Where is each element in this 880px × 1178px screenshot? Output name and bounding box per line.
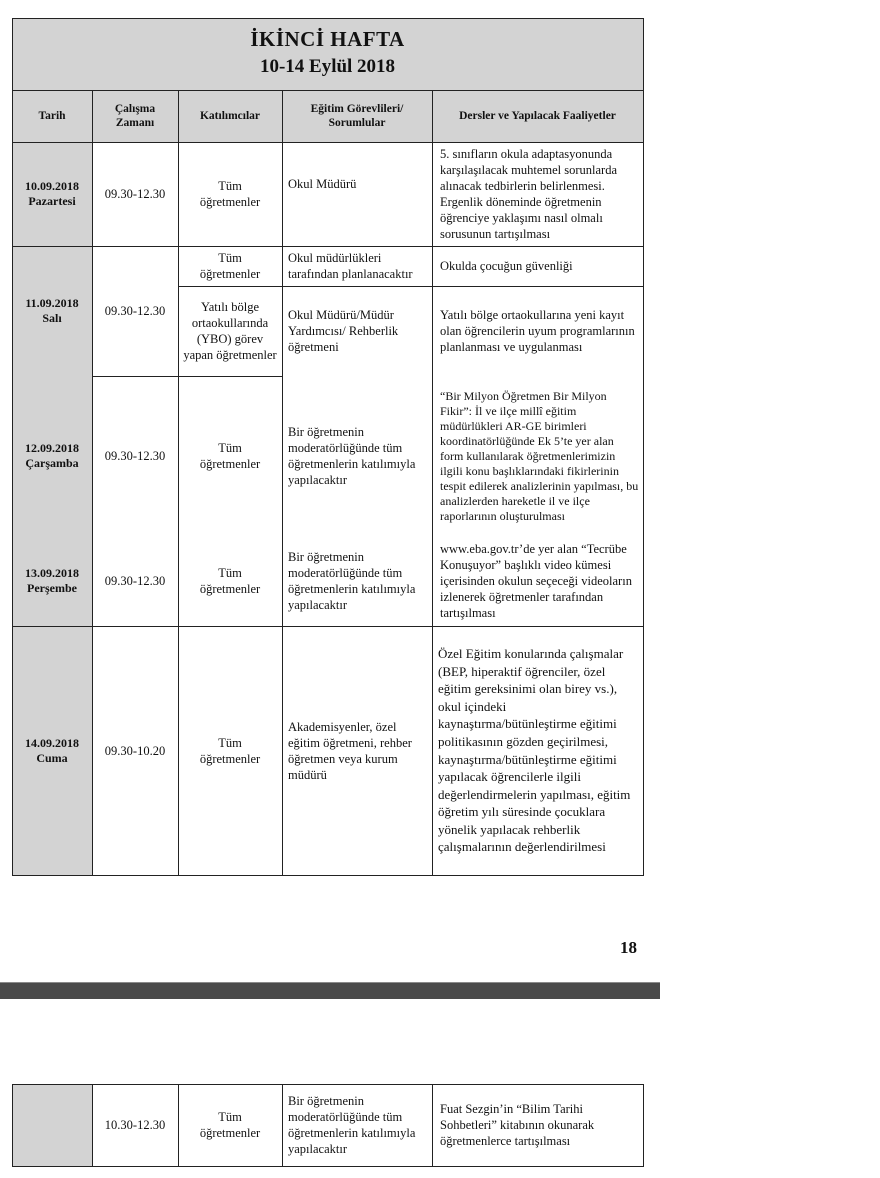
- header-time: Çalışma Zamanı: [114, 103, 156, 129]
- row3-date: 12.09.2018: [25, 441, 79, 455]
- p2-time: 10.30-12.30: [104, 1118, 166, 1132]
- page-title: İKİNCİ HAFTA: [250, 26, 405, 51]
- row5-activities: Özel Eğitim konularında çalışmalar (BEP, hiperaktif öğrenciler, özel eğitim gereksinimi olan birey vs.), okul içindeki kaynaştırma/bütünleştirme eğitimi politikasının gözden geçirilmesi, kaynaştırma/bütünleştirme eğitimi yapılacak öğrencilerle ilgili değerlendirmelerin yapılması, eğitim öğretim yılı süresinde çocuklara yönelik yapılacak rehberlik çalışmalarının değerlendirilmesi: [438, 645, 631, 855]
- row2a-participants: Tüm öğretmenler: [199, 251, 261, 281]
- row1-date-cell: [12, 142, 92, 246]
- row5-roles: Akademisyenler, özel eğitim öğretmeni, rehber öğretmen veya kurum müdürü: [288, 719, 412, 782]
- row4-time: 09.30-12.30: [104, 574, 166, 588]
- row1-roles: Okul Müdürü: [288, 177, 357, 191]
- table-border-bottom: [12, 875, 643, 876]
- p2-border-right: [643, 1084, 644, 1167]
- row1-activities: 5. sınıfların okula adaptasyonunda karşılaşılacak muhtemel sorunlarda alınacak tedbirlerin belirlenmesi. Ergenlik döneminde öğretmenin öğrenciye yaklaşımı nasıl olmalı sorusunun tartışılması: [440, 147, 618, 241]
- p2-border-top: [12, 1084, 643, 1085]
- table-border-top: [12, 18, 643, 19]
- p2-col-line-1: [92, 1084, 93, 1167]
- row4-day: Perşembe: [27, 581, 77, 595]
- row5-date: 14.09.2018: [25, 735, 79, 750]
- p2-border-left: [12, 1084, 13, 1167]
- row3-day: Çarşamba: [25, 456, 79, 470]
- row2a-activities: Okulda çocuğun güvenliği: [440, 259, 573, 273]
- row3-roles: Bir öğretmenin moderatörlüğünde tüm öğretmenlerin katılımıyla yapılacaktır: [288, 425, 416, 487]
- col-line-1: [92, 90, 93, 876]
- row2b-roles: Okul Müdürü/Müdür Yardımcısı/ Rehberlik öğretmeni: [288, 308, 399, 354]
- table-border-left: [12, 18, 13, 876]
- col-line-4: [432, 90, 433, 876]
- row4-participants: Tüm öğretmenler: [199, 566, 261, 596]
- row2-time: 09.30-12.30: [104, 304, 166, 318]
- row2b-activities: Yatılı bölge ortaokullarına yeni kayıt olan öğrencilerin uyum programlarının planlanması ve uygulanması: [440, 308, 635, 354]
- p2-col-line-2: [178, 1084, 179, 1167]
- page-subtitle: 10-14 Eylül 2018: [259, 56, 396, 77]
- row2-date-cell: [12, 246, 92, 376]
- row3-participants: Tüm öğretmenler: [199, 441, 261, 471]
- header-date: Tarih: [38, 110, 66, 122]
- row1-time: 09.30-12.30: [104, 187, 166, 201]
- row3-date-cell: [12, 376, 92, 536]
- row3-time: 09.30-12.30: [104, 449, 166, 463]
- p2-col-line-3: [282, 1084, 283, 1167]
- title-separator: [12, 90, 643, 91]
- row2a-roles: Okul müdürlükleri tarafından planlanacaktır: [288, 251, 413, 281]
- row5-date-cell: [12, 626, 92, 875]
- row1-bottom-line: [12, 246, 643, 247]
- row4-date: 13.09.2018: [25, 566, 79, 580]
- header-participants: Katılımcılar: [199, 110, 261, 122]
- row4-roles: Bir öğretmenin moderatörlüğünde tüm öğretmenlerin katılımıyla yapılacaktır: [288, 550, 416, 612]
- row4-bottom-line: [12, 626, 643, 627]
- row1-day: Pazartesi: [28, 194, 76, 208]
- p2-activities: Fuat Sezgin’in “Bilim Tarihi Sohbetleri” kitabının okunarak öğretmenlerce tartışılması: [440, 1102, 595, 1148]
- row2-date: 11.09.2018: [25, 296, 79, 310]
- table-border-right: [643, 18, 644, 876]
- row5-day: Cuma: [36, 750, 68, 765]
- row4-activities: www.eba.gov.tr’de yer alan “Tecrübe Konuşuyor” başlıklı video kümesi içerisinden okulun seçeceği videoların izlenerek öğretmenler tarafından tartışılması: [440, 542, 632, 620]
- row1-participants: Tüm öğretmenler: [199, 179, 261, 209]
- header-bottom-line: [12, 142, 643, 143]
- row2a-bottom-line: [178, 286, 643, 287]
- header-roles: Eğitim Görevlileri/ Sorumlular: [310, 103, 404, 129]
- row2b-participants: Yatılı bölge ortaokullarında (YBO) görev yapan öğretmenler: [183, 300, 277, 362]
- page-number: 18: [620, 938, 637, 957]
- p2-participants: Tüm öğretmenler: [199, 1110, 261, 1140]
- p2-border-bottom: [12, 1166, 643, 1167]
- header-activities: Dersler ve Yapılacak Faaliyetler: [459, 110, 616, 122]
- page-separator: [0, 982, 660, 999]
- p2-date-column-shade: [12, 1084, 92, 1166]
- row4-date-cell: [12, 536, 92, 626]
- row1-date: 10.09.2018: [25, 179, 79, 193]
- row2-day: Salı: [42, 311, 62, 325]
- col-line-3: [282, 90, 283, 876]
- p2-col-line-4: [432, 1084, 433, 1167]
- col-line-2: [178, 90, 179, 876]
- row5-time: 09.30-10.20: [104, 743, 166, 758]
- row5-participants: Tüm öğretmenler: [199, 735, 261, 766]
- p2-roles: Bir öğretmenin moderatörlüğünde tüm öğretmenlerin katılımıyla yapılacaktır: [288, 1094, 416, 1156]
- row3-activities: “Bir Milyon Öğretmen Bir Milyon Fikir”: İl ve ilçe millî eğitim müdürlükleri AR-GE birimleri koordinatörlüğünde Ek 5’te yer alan form kullanılarak öğretmenlerimizin ilgili konu başlıklarındaki fikirlerinin tespit edilerek analizlerinin yapılması, bu analizlerden hareketle il ve ilçe raporlarının oluşturulması: [440, 388, 639, 523]
- row2-bottom-line: [92, 376, 282, 377]
